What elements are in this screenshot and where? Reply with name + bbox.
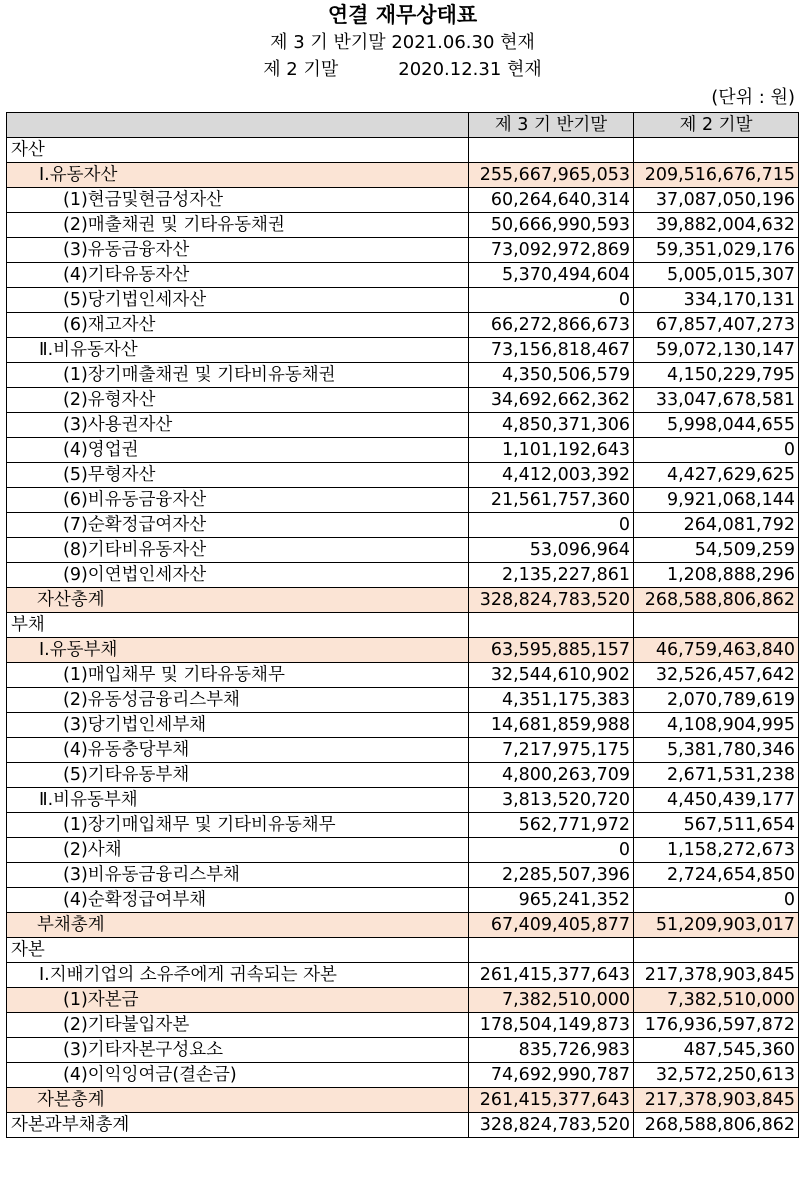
row-value-prior: 1,158,272,673 [634, 838, 799, 863]
row-value-prior: 5,381,780,346 [634, 738, 799, 763]
row-value-current: 7,217,975,175 [469, 738, 634, 763]
row-label: (8)기타비유동자산 [7, 538, 469, 563]
row-value-prior: 2,671,531,238 [634, 763, 799, 788]
table-row [7, 713, 799, 738]
row-value-prior: 32,526,457,642 [634, 663, 799, 688]
row-label: 부채총계 [7, 913, 469, 938]
row-value-current: 255,667,965,053 [469, 163, 634, 188]
table-row [7, 538, 799, 563]
row-label: Ⅰ.유동부채 [7, 638, 469, 663]
col-header-account [7, 113, 469, 138]
row-value-prior: 0 [634, 438, 799, 463]
table-row [7, 238, 799, 263]
row-value-prior: 4,150,229,795 [634, 363, 799, 388]
row-value-prior: 264,081,792 [634, 513, 799, 538]
row-value-prior: 0 [634, 888, 799, 913]
row-value-current: 73,156,818,467 [469, 338, 634, 363]
row-value-prior: 37,087,050,196 [634, 188, 799, 213]
row-value-prior: 33,047,678,581 [634, 388, 799, 413]
table-body [7, 138, 799, 1138]
table-row [7, 588, 799, 613]
row-value-current: 67,409,405,877 [469, 913, 634, 938]
row-label: (4)영업권 [7, 438, 469, 463]
row-value-prior: 2,070,789,619 [634, 688, 799, 713]
row-label: (6)비유동금융자산 [7, 488, 469, 513]
table-row [7, 188, 799, 213]
period-prior-label: 제 2 기말 [263, 59, 339, 80]
row-label: (4)기타유동자산 [7, 263, 469, 288]
table-row [7, 613, 799, 638]
table-row [7, 163, 799, 188]
row-value-prior: 59,072,130,147 [634, 338, 799, 363]
row-value-current: 63,595,885,157 [469, 638, 634, 663]
row-label: (1)자본금 [7, 988, 469, 1013]
row-value-current: 2,135,227,861 [469, 563, 634, 588]
row-value-prior: 5,998,044,655 [634, 413, 799, 438]
table-row [7, 563, 799, 588]
row-value-prior: 39,882,004,632 [634, 213, 799, 238]
row-value-prior: 5,005,015,307 [634, 263, 799, 288]
row-value-prior: 217,378,903,845 [634, 963, 799, 988]
row-value-current: 32,544,610,902 [469, 663, 634, 688]
row-label: (1)장기매출채권 및 기타비유동채권 [7, 363, 469, 388]
table-row [7, 1088, 799, 1113]
row-value-current: 328,824,783,520 [469, 1113, 634, 1138]
row-label: Ⅰ.지배기업의 소유주에게 귀속되는 자본 [7, 963, 469, 988]
row-label: (3)비유동금융리스부채 [7, 863, 469, 888]
row-value-prior: 67,857,407,273 [634, 313, 799, 338]
row-label: 자산총계 [7, 588, 469, 613]
table-row [7, 1063, 799, 1088]
period-prior-date: 2020.12.31 현재 [398, 59, 542, 80]
table-row [7, 913, 799, 938]
row-label: (2)사채 [7, 838, 469, 863]
row-value-prior: 268,588,806,862 [634, 1113, 799, 1138]
row-value-current: 178,504,149,873 [469, 1013, 634, 1038]
row-value-prior [634, 138, 799, 163]
table-row [7, 813, 799, 838]
row-value-prior: 2,724,654,850 [634, 863, 799, 888]
row-value-current: 0 [469, 838, 634, 863]
row-value-current: 74,692,990,787 [469, 1063, 634, 1088]
row-label: (4)이익잉여금(결손금) [7, 1063, 469, 1088]
row-value-prior: 4,450,439,177 [634, 788, 799, 813]
table-header-row [7, 113, 799, 138]
table-row [7, 513, 799, 538]
table-row [7, 663, 799, 688]
row-value-prior [634, 613, 799, 638]
row-value-prior: 59,351,029,176 [634, 238, 799, 263]
row-value-current: 0 [469, 288, 634, 313]
row-value-current: 4,351,175,383 [469, 688, 634, 713]
table-row [7, 313, 799, 338]
row-value-prior: 334,170,131 [634, 288, 799, 313]
row-value-prior: 7,382,510,000 [634, 988, 799, 1013]
row-label: (1)현금및현금성자산 [7, 188, 469, 213]
table-row [7, 413, 799, 438]
row-value-current: 4,800,263,709 [469, 763, 634, 788]
table-row [7, 788, 799, 813]
row-value-current: 7,382,510,000 [469, 988, 634, 1013]
col-header-prior: 제 2 기말 [634, 113, 799, 138]
row-value-prior: 567,511,654 [634, 813, 799, 838]
row-label: (4)유동충당부채 [7, 738, 469, 763]
row-value-prior: 217,378,903,845 [634, 1088, 799, 1113]
table-row [7, 213, 799, 238]
row-value-current: 60,264,640,314 [469, 188, 634, 213]
row-label: (3)당기법인세부채 [7, 713, 469, 738]
row-value-current: 14,681,859,988 [469, 713, 634, 738]
row-value-current: 261,415,377,643 [469, 963, 634, 988]
period-prior [0, 57, 805, 83]
row-value-current: 2,285,507,396 [469, 863, 634, 888]
row-value-current: 4,350,506,579 [469, 363, 634, 388]
table-row [7, 638, 799, 663]
row-value-current: 21,561,757,360 [469, 488, 634, 513]
row-label: (5)당기법인세자산 [7, 288, 469, 313]
row-label: (3)기타자본구성요소 [7, 1038, 469, 1063]
row-value-current: 53,096,964 [469, 538, 634, 563]
table-row [7, 138, 799, 163]
table-row [7, 288, 799, 313]
row-value-prior: 46,759,463,840 [634, 638, 799, 663]
row-value-current: 1,101,192,643 [469, 438, 634, 463]
row-value-current [469, 138, 634, 163]
row-label: Ⅱ.비유동자산 [7, 338, 469, 363]
row-value-current: 4,850,371,306 [469, 413, 634, 438]
table-row [7, 263, 799, 288]
table-row [7, 763, 799, 788]
row-label: 자본과부채총계 [7, 1113, 469, 1138]
table-row [7, 863, 799, 888]
row-value-current: 965,241,352 [469, 888, 634, 913]
row-label: (3)사용권자산 [7, 413, 469, 438]
row-label: (1)장기매입채무 및 기타비유동채무 [7, 813, 469, 838]
page-title: 연결 재무상태표 [327, 3, 478, 27]
row-value-current: 562,771,972 [469, 813, 634, 838]
row-value-current: 34,692,662,362 [469, 388, 634, 413]
row-value-current: 3,813,520,720 [469, 788, 634, 813]
row-label: (1)매입채무 및 기타유동채무 [7, 663, 469, 688]
row-label: (2)유형자산 [7, 388, 469, 413]
row-label: (2)유동성금융리스부채 [7, 688, 469, 713]
table-row [7, 738, 799, 763]
table-row [7, 963, 799, 988]
table-row [7, 988, 799, 1013]
row-label: (7)순확정급여자산 [7, 513, 469, 538]
balance-sheet-table [6, 112, 799, 1138]
row-value-prior: 487,545,360 [634, 1038, 799, 1063]
row-label: (5)기타유동부채 [7, 763, 469, 788]
row-label: 자본 [7, 938, 469, 963]
row-value-current: 328,824,783,520 [469, 588, 634, 613]
table-row [7, 938, 799, 963]
table-row [7, 463, 799, 488]
row-value-prior: 176,936,597,872 [634, 1013, 799, 1038]
row-value-prior: 4,108,904,995 [634, 713, 799, 738]
table-row [7, 1113, 799, 1138]
row-value-current: 4,412,003,392 [469, 463, 634, 488]
period-current: 제 3 기 반기말 2021.06.30 현재 [270, 32, 535, 53]
row-label: 부채 [7, 613, 469, 638]
row-value-current: 835,726,983 [469, 1038, 634, 1063]
row-label: (3)유동금융자산 [7, 238, 469, 263]
table-row [7, 688, 799, 713]
row-label: (2)매출채권 및 기타유동채권 [7, 213, 469, 238]
row-label: 자산 [7, 138, 469, 163]
table-row [7, 388, 799, 413]
row-value-prior: 32,572,250,613 [634, 1063, 799, 1088]
row-value-prior: 54,509,259 [634, 538, 799, 563]
table-row [7, 838, 799, 863]
col-header-current: 제 3 기 반기말 [469, 113, 634, 138]
row-label: (4)순확정급여부채 [7, 888, 469, 913]
row-value-current: 66,272,866,673 [469, 313, 634, 338]
unit-label: (단위 : 원) [711, 87, 795, 108]
row-label: Ⅰ.유동자산 [7, 163, 469, 188]
row-value-prior: 51,209,903,017 [634, 913, 799, 938]
row-label: (9)이연법인세자산 [7, 563, 469, 588]
row-value-prior: 1,208,888,296 [634, 563, 799, 588]
row-label: 자본총계 [7, 1088, 469, 1113]
table-row [7, 338, 799, 363]
row-label: (5)무형자산 [7, 463, 469, 488]
row-value-prior: 209,516,676,715 [634, 163, 799, 188]
row-value-prior: 9,921,068,144 [634, 488, 799, 513]
table-row [7, 1013, 799, 1038]
row-value-current: 5,370,494,604 [469, 263, 634, 288]
row-label: (2)기타불입자본 [7, 1013, 469, 1038]
row-value-current: 73,092,972,869 [469, 238, 634, 263]
table-row [7, 363, 799, 388]
row-value-current: 261,415,377,643 [469, 1088, 634, 1113]
row-label: Ⅱ.비유동부채 [7, 788, 469, 813]
row-value-current: 50,666,990,593 [469, 213, 634, 238]
row-value-current: 0 [469, 513, 634, 538]
row-value-current [469, 613, 634, 638]
row-value-prior: 268,588,806,862 [634, 588, 799, 613]
row-label: (6)재고자산 [7, 313, 469, 338]
row-value-prior: 4,427,629,625 [634, 463, 799, 488]
row-value-current [469, 938, 634, 963]
table-row [7, 1038, 799, 1063]
table-row [7, 438, 799, 463]
table-row [7, 888, 799, 913]
row-value-prior [634, 938, 799, 963]
table-row [7, 488, 799, 513]
